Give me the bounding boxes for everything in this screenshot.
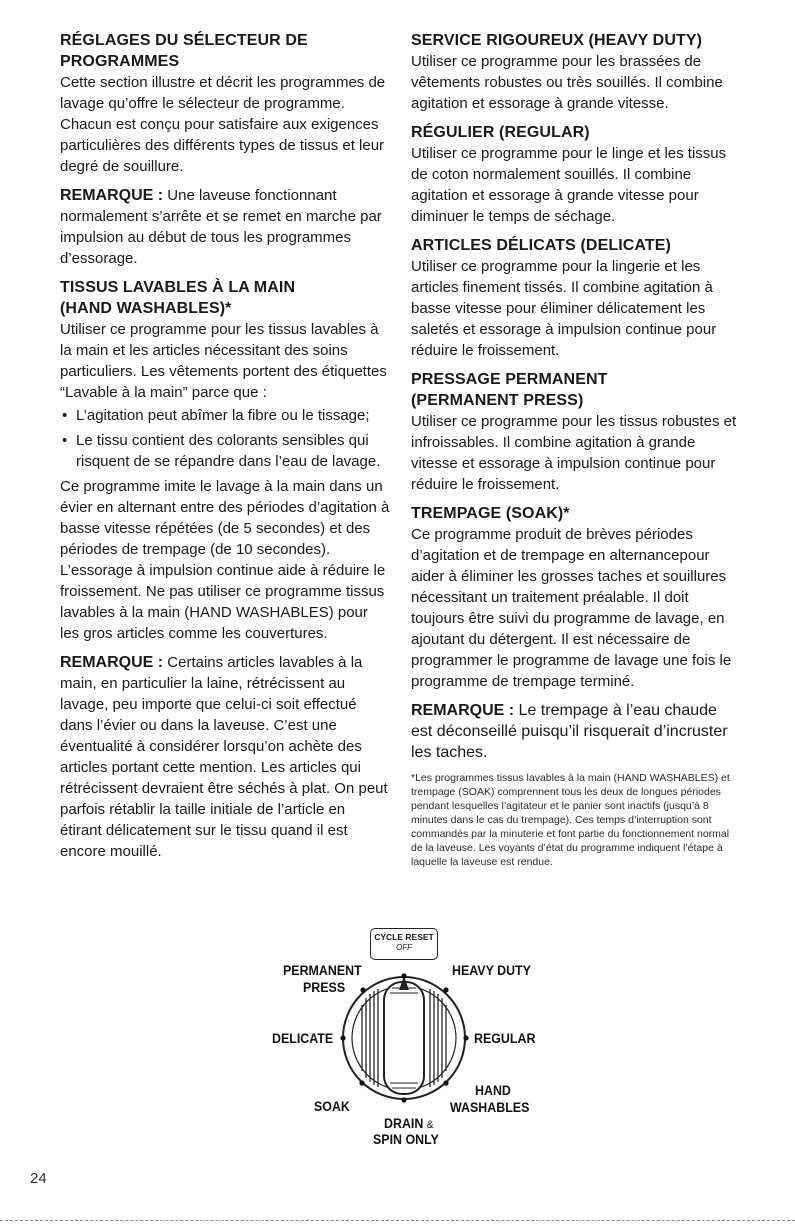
hand-wash-title-line2: (HAND WASHABLES)* xyxy=(60,300,232,317)
remarque-label: REMARQUE : xyxy=(411,702,515,719)
dial-label-regular: REGULAR xyxy=(474,1031,536,1046)
page-number: 24 xyxy=(30,1170,47,1187)
permanent-press-body: Utiliser ce programme pour les tissus robustes et infroissables. Il combine agitation à grande vitesse et essorage à impulsion continue pour réduire le froissement. xyxy=(411,413,737,493)
dial-label-spin-only: SPIN ONLY xyxy=(373,1132,439,1147)
delicate-title: ARTICLES DÉLICATS (DELICATE) xyxy=(411,237,671,254)
bullet-icon: • xyxy=(62,432,68,449)
permanent-press-title-line1: PRESSAGE PERMANENT xyxy=(411,371,608,388)
selector-title-line2: PROGRAMMES xyxy=(60,53,180,70)
off-label: OFF xyxy=(396,943,412,952)
remarque-label: REMARQUE : xyxy=(60,654,164,671)
dial-grip xyxy=(384,982,424,1094)
cycle-reset-label: CYCLE RESET xyxy=(374,932,434,942)
dial-label-drain xyxy=(384,1116,434,1133)
drain-text: DRAIN xyxy=(384,1116,424,1131)
dial-label-washables: WASHABLES xyxy=(450,1100,530,1115)
hand-wash-intro: Utiliser ce programme pour les tissus lavables à la main et les articles nécessitant des soins particuliers. Les vêtements portent des étiquettes “Lavable à la main” parce que : xyxy=(60,321,387,401)
dial-label-permanent: PERMANENT xyxy=(283,963,362,978)
dial-label-press: PRESS xyxy=(303,980,346,995)
dial-label-heavy-duty: HEAVY DUTY xyxy=(452,963,531,978)
heavy-duty-title: SERVICE RIGOUREUX (HEAVY DUTY) xyxy=(411,32,703,49)
hand-wash-body: Ce programme imite le lavage à la main dans un évier en alternant entre des périodes d’agitation à basse vitesse répétées (de 5 secondes) et des périodes de trempage (de 10 secondes). L’essorage à impulsion continue aide à réduire le froissement. Ne pas utiliser ce programme tissus lavables à la main (HAND WASHABLES) pour les gros articles comme les couvertures. xyxy=(60,478,390,642)
heavy-duty-body: Utiliser ce programme pour les brassées de vêtements robustes ou très souillés. Il combine agitation et essorage à grande vitesse. xyxy=(411,53,723,112)
amp-text: & xyxy=(426,1119,434,1131)
regular-body: Utiliser ce programme pour le linge et les tissus de coton normalement souillés. Il combine agitation et essorage à grande vitesse pour diminuer le temps de séchage. xyxy=(411,145,727,225)
bullet-text: Le tissu contient des colorants sensibles qui risquent de se répandre dans l’eau de lavage. xyxy=(76,432,381,470)
remarque-hot-water-text: Le trempage à l’eau chaude est déconseillé puisqu’il risquerait d’incruster les taches. xyxy=(411,702,728,761)
bottom-rule xyxy=(0,1220,795,1221)
dial-label-soak: SOAK xyxy=(314,1099,350,1114)
remarque-spin-text: Une laveuse fonctionnant normalement s’arrête et se remet en marche par impulsion au début de tous les programmes d’essorage. xyxy=(60,187,382,267)
dial-label-hand: HAND xyxy=(475,1083,511,1098)
remarque-wool-text: Certains articles lavables à la main, en particulier la laine, rétrécissent au lavage, peu importe que celui-ci soit effectué dans l’évier ou dans la laveuse. C’est une éventualité à considérer lorsqu’on achète des articles portant cette mention. Les articles qui rétrécissent devraient être séchés à plat. On peut parfois rétablir la taille initiale de l’article en étirant délicatement sur le tissu quand il est encore mouillé. xyxy=(60,654,388,860)
delicate-body: Utiliser ce programme pour la lingerie et les articles finement tissés. Il combine agitation à basse vitesse pour éliminer délicatement les saletés et essorage à impulsion continue pour réduire le froissement. xyxy=(411,258,717,359)
selector-section-body: Cette section illustre et décrit les programmes de lavage qu’offre le sélecteur de programme. Chacun est conçu pour satisfaire aux exigences particulières des différents types de tissus et leur degré de souillure. xyxy=(60,74,386,175)
footnote: *Les programmes tissus lavables à la main (HAND WASHABLES) et trempage (SOAK) comprennent tous les deux de longues périodes pendant lesquelles l’agitateur et le panier sont inactifs (jusqu’à 8 minutes dans le cas du trempage). Ces temps d’interruption sont commandés par la minuterie et font partie du fonctionnement normal de la laveuse. Les voyants d’état du programme indiquent l’étape à laquelle la laveuse est rendue. xyxy=(411,772,730,868)
bullet-text: L’agitation peut abîmer la fibre ou le tissage; xyxy=(76,407,370,424)
selector-title-line1: RÉGLAGES DU SÉLECTEUR DE xyxy=(60,32,308,49)
dial-label-delicate: DELICATE xyxy=(272,1031,334,1046)
permanent-press-title-line2: (PERMANENT PRESS) xyxy=(411,392,584,409)
bullet-icon: • xyxy=(62,407,68,424)
regular-title: RÉGULIER (REGULAR) xyxy=(411,124,590,141)
soak-title: TREMPAGE (SOAK)* xyxy=(411,505,570,522)
soak-body: Ce programme produit de brèves périodes d’agitation et de trempage en alternancepour aider à éliminer les grosses taches et souillures nécessitant un traitement préalable. Il doit toujours être suivi du programme de lavage, en ajoutant du détergent. Il est nécessaire de programmer le programme de lavage une fois le programme de trempage terminé. xyxy=(411,526,732,690)
remarque-label: REMARQUE : xyxy=(60,187,164,204)
cycle-reset-box xyxy=(370,928,438,960)
hand-wash-title-line1: TISSUS LAVABLES À LA MAIN xyxy=(60,279,296,296)
